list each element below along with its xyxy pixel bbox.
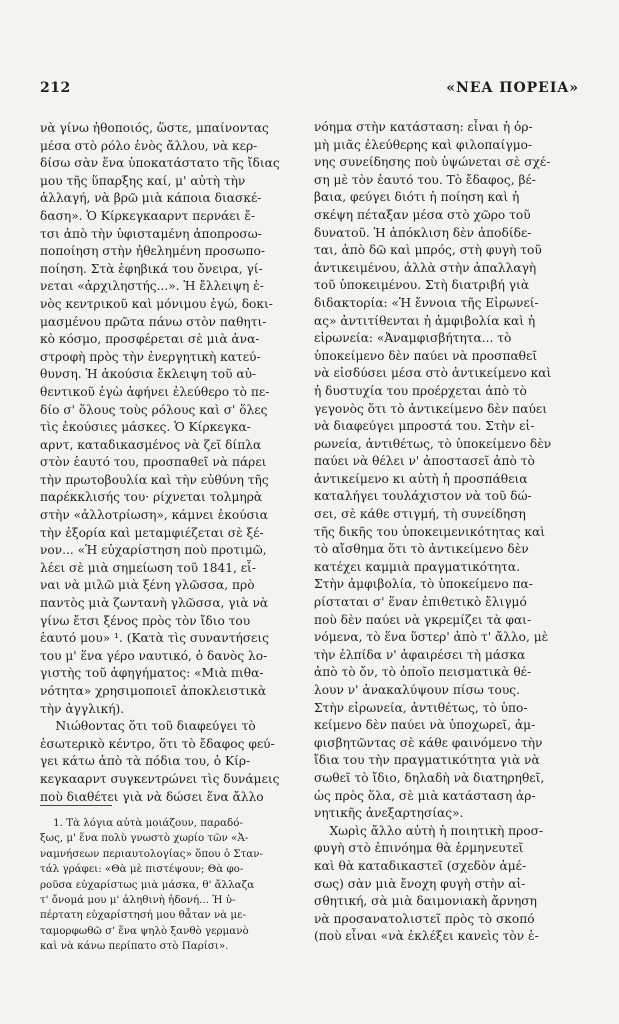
- footnote-line: καὶ νὰ κάνω περίπατο στὸ Παρίσι».: [40, 940, 229, 953]
- text-line: τὴν ἀγγλική).: [40, 701, 125, 716]
- text-line: ἀλλαγή, νὰ βρῶ μιὰ κάποια διασκέ-: [40, 191, 262, 206]
- text-line: Στὴν ἀμφιβολία, τὸ ὑποκείμενο πα-: [314, 577, 533, 592]
- text-line: νον... «Ἡ εὐχαρίστηση ποὺ προτιμῶ,: [40, 543, 267, 558]
- text-line: νὰ εἰσδύσει μέσα στὸ ἀντικείμενο καὶ: [314, 366, 552, 381]
- text-line: εἰρωνεία: «Ἀναμφισβήτητα... τὸ: [314, 331, 512, 346]
- text-line: στὴν «ἀλλοτρίωση», κάμνει ἑκούσια: [40, 508, 268, 523]
- text-line: παρέκκλισής του· ρίχνεται τολμηρὰ: [40, 490, 263, 505]
- text-line: γίνω ἔτσι ξένος πρὸς τὸν ἴδιο του: [40, 613, 251, 628]
- footnote-divider: [40, 805, 112, 806]
- text-line: δίσω σὰν ἕνα ὑποκατάστατο τῆς ἴδιας: [40, 156, 280, 171]
- text-line: νότητα» χρησιμοποιεῖ ἀποκλειστικὰ: [40, 684, 267, 698]
- footnote-line: ταμορφωθῶ σ' ἕνα ψηλὸ ξανθὸ γερμανὸ: [40, 924, 249, 937]
- text-line: σθητική, σὰ μιὰ δαιμονιακὴ ἄρνηση: [314, 894, 537, 909]
- text-line: γιστὴς τοῦ ἀφηγήματος: «Μιὰ πιθα-: [40, 666, 264, 681]
- text-line: παύει νὰ θέλει ν' ἀποστασεῖ ἀπὸ τὸ: [314, 454, 535, 469]
- text-line: στροφὴ πρὸς τὴν ἐνεργητικὴ κατεύ-: [40, 349, 261, 364]
- footnote-line: τ' ὄνομά μου μ' ἀληθινὴ ἡδονή... Ἡ ὑ-: [40, 894, 236, 907]
- text-line: ἴδια του τὴν πραγματικότητα γιὰ νὰ: [314, 753, 540, 768]
- text-line: στὸν ἑαυτό του, προσπαθεῖ νὰ πάρει: [40, 455, 267, 470]
- text-line: γει κάτω ἀπὸ τὰ πόδια του, ὁ Κίρ-: [40, 754, 251, 769]
- page-header: [40, 80, 579, 102]
- text-line: του μ' ἕνα γέρο ναυτικό, ὁ δανὸς λο-: [40, 648, 268, 663]
- text-line: ἡ δυστυχία του προέρχεται ἀπὸ τὸ: [314, 383, 527, 398]
- text-line: ας» ἀντιτίθενται ἡ ἀμφιβολία καὶ ἡ: [314, 313, 536, 328]
- footnote-line: 1. Τὰ λόγια αὐτὰ μοιάζουν, παραδό-: [40, 817, 243, 829]
- text-line: ναι νὰ μιλῶ μιὰ ξένη γλῶσσα, πρὸ: [40, 578, 255, 593]
- text-line: αρντ, καταδικασμένος νὰ ζεῖ δίπλα: [40, 437, 262, 452]
- text-line: σει, σὲ κάθε στιγμή, τὴ συνείδηση: [314, 507, 526, 522]
- text-line: μέσα στὸ ρόλο ἑνὸς ἄλλου, νὰ κερ-: [40, 138, 258, 153]
- text-line: γεγονὸς ὅτι τὸ ἀντικείμενο δὲν παύει: [314, 401, 547, 416]
- text-line: κεγκααρντ συγκεντρώνει τὶς δυνάμεις: [40, 771, 280, 786]
- text-line: τὴν ἐλπίδα ν' ἀφαιρέσει τὴ μάσκα: [314, 647, 526, 662]
- text-line: ἀντικειμένου, ἀλλὰ στὴν ἀπαλλαγὴ: [314, 260, 537, 275]
- text-line: βαια, φεύγει διότι ἡ ποίηση καὶ ἡ: [314, 190, 520, 205]
- text-line: τὶς ἑκούσιες μάσκες. Ὁ Κίρκεγκα-: [40, 420, 251, 435]
- text-line: διδακτορία: «Ἡ ἔννοια τῆς Εἰρωνεί-: [314, 295, 539, 310]
- text-line: φισβητῶντας σὲ κάθε φαινόμενο τὴν: [314, 735, 543, 750]
- text-line: τῆς δικῆς του ὑποκειμενικότητας καὶ: [314, 524, 546, 539]
- text-line: ὑποκείμενο δὲν παύει νὰ προσπαθεῖ: [314, 348, 538, 363]
- footnotes: [40, 816, 300, 955]
- text-line: θεντικοῦ ἐγὼ ἀφήνει ἐλεύθερο τὸ πε-: [40, 384, 270, 399]
- footnote-line: ναμνήσεων περιαυτολογίας» ὅπου ὁ Σταν-: [40, 847, 263, 860]
- text-line: (ποὺ εἶναι «νὰ ἐκλέξει κανεὶς τὸν ἑ-: [314, 929, 539, 944]
- text-line: Στὴν εἰρωνεία, ἀντιθέτως, τὸ ὑπο-: [314, 700, 528, 715]
- text-line: ἑαυτό μου» ¹. (Κατὰ τὶς συναντήσεις: [40, 631, 269, 646]
- text-line: νητικῆς ἀνεξαρτησίας».: [314, 806, 464, 821]
- text-line: δίο σ' ὅλους τοὺς ρόλους καὶ σ' ὅλες: [40, 402, 268, 417]
- text-line: θυνση. Ἡ ἀκούσια ἔκλειψη τοῦ αὐ-: [40, 367, 257, 382]
- page-number: 212: [40, 80, 71, 96]
- text-line: δαση». Ὁ Κίρκεγκααρντ περνάει ἔ-: [40, 208, 256, 223]
- footnote-line: ροῦσα εὐχαρίστως μιὰ μάσκα, θ' ἄλλαζα: [40, 878, 255, 891]
- text-line: νὰ διαφεύγει μπροστά του. Στὴν εἰ-: [314, 419, 535, 434]
- text-line: λέει σὲ μιὰ σημείωση τοῦ 1841, εἶ-: [40, 560, 256, 575]
- text-line: νὰ γίνω ἠθοποιός, ὥστε, μπαίνοντας: [40, 121, 269, 135]
- text-line: δυνατοῦ. Ἡ ἀπόκλιση δὲν ἀποδίδε-: [314, 225, 532, 240]
- text-line: φυγὴ στὸ ἐπινόημα θὰ ἑρμηνευτεῖ: [314, 841, 524, 856]
- text-line: ὡς πρὸς ὅλα, σὲ μιὰ κατάσταση ἀρ-: [314, 788, 536, 803]
- text-line: ται, ἀπὸ δῶ καὶ μπρός, στὴ φυγὴ τοῦ: [314, 243, 542, 258]
- text-line: κείμενο δὲν παύει νὰ ὑποχωρεῖ, ἀμ-: [314, 718, 536, 733]
- text-line: νὰ προσανατολιστεῖ πρὸς τὸ σκοπό: [314, 911, 535, 926]
- text-line: ἀντικείμενο κι αὐτὴ ἡ προσπάθεια: [314, 471, 528, 486]
- running-title: «ΝΕΑ ΠΟΡΕΙΑ»: [446, 80, 579, 96]
- text-line: νόμενα, τὸ ἕνα ὕστερ' ἀπὸ τ' ἄλλο, μὲ: [314, 630, 549, 645]
- left-text-column: [40, 120, 300, 806]
- text-line: τὸ αἴσθημα ὅτι τὸ ἀντικείμενο δὲν: [314, 542, 529, 557]
- text-line: ποποίηση στὴν ἠθελημένη προσωπο-: [40, 244, 265, 259]
- text-line: σκέψη πέταξαν μέσα στὸ χῶρο τοῦ: [314, 207, 531, 222]
- text-line: νης συνείδησης ποὺ ὑψώνεται σὲ σχέ-: [314, 155, 551, 170]
- text-line: τὴν ἐξορία καὶ μεταμφιέζεται σὲ ξέ-: [40, 525, 264, 540]
- text-line: τὴν πρωτοβουλία καὶ τὴν εὐθύνη τῆς: [40, 472, 269, 487]
- text-line: καὶ θὰ καταδικαστεῖ (σχεδὸν ἀμέ-: [314, 858, 527, 873]
- text-line: τοῦ ὑποκειμένου. Στὴ διατριβή γιὰ: [314, 278, 530, 293]
- text-line: ποὺ διαθέτει γιὰ νὰ δώσει ἕνα ἄλλο: [40, 789, 264, 804]
- text-line: καταλήγει τουλάχιστον νὰ τοῦ δώ-: [314, 489, 532, 504]
- text-line: ρωνεία, ἀντιθέτως, τὸ ὑποκείμενο δὲν: [314, 436, 552, 451]
- text-line: σως) σὰν μιὰ ἔνοχη φυγὴ στὴν αἰ-: [314, 876, 526, 891]
- text-line: ἐσωτερικὸ κέντρο, ὅτι τὸ ἔδαφος φεύ-: [40, 736, 275, 751]
- text-line: νόημα στὴν κατάσταση: εἶναι ἡ ὁρ-: [314, 120, 533, 134]
- text-line: μασμένου πρῶτα πάνω στὸν παθητι-: [40, 314, 267, 329]
- text-line: μὴ μιᾶς ἐλεύθερης καὶ φιλοπαίγμο-: [314, 137, 533, 152]
- text-line: τσι ἀπὸ τὴν ὑφισταμένη ἀποπροσω-: [40, 226, 262, 241]
- text-line: σωθεῖ τὸ ἴδιο, δηλαδὴ νὰ διατηρηθεῖ,: [314, 770, 545, 785]
- text-line: κατέχει καμμιὰ πραγματικότητα.: [314, 559, 521, 574]
- text-line: ση μὲ τὸν ἑαυτό του. Τὸ ἔδαφος, βέ-: [314, 172, 536, 187]
- text-line: ποὺ δὲν παύει νὰ γκρεμίζει τὰ φαι-: [314, 612, 532, 627]
- right-text-column: [314, 119, 574, 946]
- text-line: κὸ κόσμο, προσφέρεται σὲ μιὰ ἀνα-: [40, 332, 260, 347]
- text-line: νὸς κεντρικοῦ καὶ μόνιμου ἐγώ, δοκι-: [40, 296, 273, 311]
- text-line: νεται «ἀρχιληστής...». Ἡ ἔλλειψη ἑ-: [40, 279, 264, 294]
- footnote-line: τάλ γράφει: «Θὰ μὲ πιστέψουν; Θὰ φο-: [40, 863, 244, 876]
- text-line: λουν ν' ἀνακαλύψουν πίσω τους.: [314, 683, 520, 697]
- footnote-line: πέρτατη εὐχαρίστησή μου θἆταν νὰ με-: [40, 909, 246, 922]
- text-line: Χωρὶς ἄλλο αὐτὴ ἡ ποιητικὴ προσ-: [314, 823, 544, 838]
- footnote-line: ξως, μ' ἕνα πολὺ γνωστὸ χωρίο τῶν «Ἀ-: [40, 832, 249, 845]
- text-line: ρίσταται σ' ἕναν ἐπιθετικὸ ἔλιγμό: [314, 595, 527, 610]
- text-line: ποίηση. Στὰ ἐφηβικά του ὄνειρα, γί-: [40, 261, 263, 276]
- text-line: μου τῆς ὕπαρξης καί, μ' αὐτὴ τὴν: [40, 173, 246, 188]
- text-line: Νιώθοντας ὅτι τοῦ διαφεύγει τὸ: [40, 719, 256, 734]
- text-line: ἀπὸ τὸ ὄν, τὸ ὁποῖο πεισματικὰ θέ-: [314, 665, 532, 680]
- text-line: παντὸς μιὰ ζωντανὴ γλῶσσα, γιὰ νὰ: [40, 596, 269, 611]
